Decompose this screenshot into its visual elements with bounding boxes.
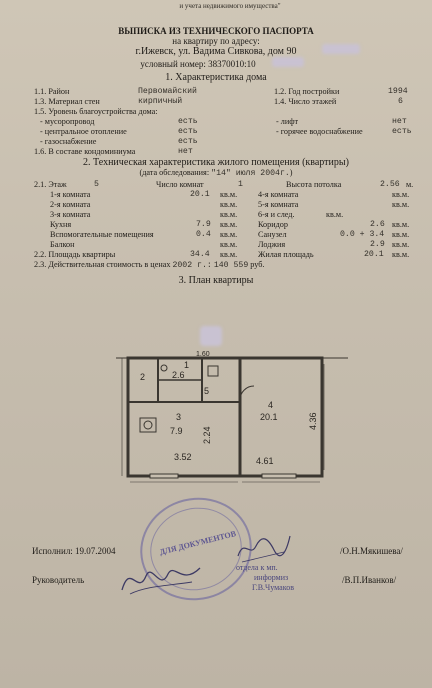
- year-value: 1994: [388, 87, 408, 96]
- hotwater-label: - горячее водоснабжение: [276, 127, 363, 136]
- gas-value: есть: [178, 137, 198, 146]
- area-label: 2.2. Площадь квартиры: [34, 250, 116, 259]
- redacted-address-mark: [322, 44, 360, 54]
- cost-unit: руб.: [250, 260, 265, 269]
- rooms-label: Число комнат: [156, 180, 204, 189]
- living-value: 20.1: [364, 250, 384, 259]
- survey-date: "14" июля 2004г.: [211, 169, 290, 178]
- plan-kitchen-height: 2.24: [202, 426, 212, 444]
- room5-label: 5-я комната: [258, 200, 299, 209]
- plan-corr-area: 2.6: [172, 370, 185, 380]
- plan-door-arc: [240, 386, 254, 400]
- aux-label: Вспомогательные помещения: [50, 230, 154, 239]
- document-subtitle: на квартиру по адресу:: [172, 36, 260, 46]
- header-top-line: и учета недвижимого имущества": [179, 2, 281, 10]
- survey-suffix: ): [289, 168, 293, 177]
- area-unit: кв.м.: [220, 250, 238, 259]
- plan-window-kitchen: [150, 474, 178, 478]
- head-name: /В.П.Иванков/: [342, 575, 397, 585]
- aux-unit: кв.м.: [220, 230, 238, 239]
- loggia-value: 2.9: [370, 240, 385, 249]
- kitchen-unit: кв.м.: [220, 220, 238, 229]
- plan-main-area: 20.1: [260, 412, 278, 422]
- plan-kitchen-width: 3.52: [174, 452, 192, 462]
- executed-label: Исполнил: 19.07.2004: [32, 546, 116, 556]
- room6-label: 6-я и след.: [258, 210, 295, 219]
- corridor-unit: кв.м.: [392, 220, 410, 229]
- room6-unit: кв.м.: [326, 210, 344, 219]
- room1-unit: кв.м.: [220, 190, 238, 199]
- room4-label: 4-я комната: [258, 190, 299, 199]
- lift-label: - лифт: [276, 117, 299, 126]
- floor-value: 5: [94, 180, 99, 189]
- stamp-label: ДЛЯ ДОКУМЕНТОВ: [158, 529, 237, 557]
- room2-label: 2-я комната: [50, 200, 91, 209]
- district-label: 1.1. Район: [34, 87, 70, 96]
- section2-title: 2. Техническая характеристика жилого помещения (квартиры): [83, 157, 349, 168]
- survey-date-line: [0, 169, 432, 178]
- plan-main-height: 4.36: [308, 412, 318, 430]
- amenities-label: 1.5. Уровень благоустройства дома:: [34, 107, 158, 116]
- bath-unit: кв.м.: [392, 230, 410, 239]
- redacted-number-mark: [272, 57, 304, 67]
- plan-sink-bowl: [144, 421, 152, 429]
- plan-window-main: [262, 474, 296, 478]
- cost-label: 2.3. Действительная стоимость в ценах: [34, 260, 171, 269]
- kitchen-value: 7.9: [196, 220, 211, 229]
- lift-value: нет: [392, 117, 407, 126]
- bath-label: Санузел: [258, 230, 287, 239]
- plan-kitchen-num: 3: [176, 412, 182, 422]
- plan-toilet-fixture: [161, 365, 167, 371]
- cost-line: [34, 261, 264, 270]
- area-value: 34.4: [190, 250, 210, 259]
- room5-unit: кв.м.: [392, 200, 410, 209]
- plan-corr-num: 1: [184, 360, 190, 370]
- ceiling-value: 2.56: [380, 180, 400, 189]
- cost-year: 2002 г.:: [172, 261, 212, 270]
- room1-label: 1-я комната: [50, 190, 91, 199]
- head-label: Руководитель: [32, 575, 85, 585]
- wall-label: 1.3. Материал стен: [34, 97, 100, 106]
- plan-stove-fixture: [208, 366, 218, 376]
- bath-value: 0.0 + 3.4: [340, 230, 385, 239]
- plan-wc-num: 5: [204, 386, 210, 396]
- plan-room-bath-num: 2: [140, 372, 146, 382]
- loggia-unit: кв.м.: [392, 240, 410, 249]
- executor-signature: [234, 528, 294, 568]
- floor-label: 2.1. Этаж: [34, 180, 67, 189]
- rooms-value: 1: [238, 180, 243, 189]
- loggia-label: Лоджия: [258, 240, 286, 249]
- stamp-line3: Г.В.Чумаков: [252, 583, 294, 592]
- cost-value: 140 559: [213, 261, 249, 270]
- ceiling-label: Высота потолка: [286, 180, 342, 189]
- stamp-line1: отдела к мп.: [236, 563, 278, 572]
- floors-value: 6: [398, 97, 403, 106]
- plan-top-dim: 1.60: [196, 351, 210, 358]
- aux-value: 0.4: [196, 230, 211, 239]
- condo-label: 1.6. В составе кондоминиума: [34, 147, 136, 156]
- heating-value: есть: [178, 127, 198, 136]
- gas-label: - газоснабжение: [40, 137, 97, 146]
- chute-label: - мусоропровод: [40, 117, 95, 126]
- living-label: Жилая площадь: [258, 250, 314, 259]
- section1-title: 1. Характеристика дома: [165, 72, 267, 83]
- plan-kitchen-area: 7.9: [170, 426, 183, 436]
- heating-label: - центральное отопление: [40, 127, 127, 136]
- wall-value: кирпичный: [138, 97, 183, 106]
- balcony-unit: кв.м.: [220, 240, 238, 249]
- room2-unit: кв.м.: [220, 200, 238, 209]
- kitchen-label: Кухня: [50, 220, 72, 229]
- conditional-number: условный номер: 38370010:10: [140, 59, 256, 69]
- district-value: Первомайский: [138, 87, 197, 96]
- floors-label: 1.4. Число этажей: [274, 97, 337, 106]
- room1-value: 20.1: [190, 190, 210, 199]
- document-title: ВЫПИСКА ИЗ ТЕХНИЧЕСКОГО ПАСПОРТА: [118, 26, 314, 36]
- balcony-label: Балкон: [50, 240, 75, 249]
- hotwater-value: есть: [392, 127, 412, 136]
- plan-main-num: 4: [268, 400, 274, 410]
- year-label: 1.2. Год постройки: [274, 87, 340, 96]
- corridor-value: 2.6: [370, 220, 385, 229]
- condo-value: нет: [178, 147, 193, 156]
- plan-sink-fixture: [140, 418, 156, 432]
- plan-main-width: 4.61: [256, 456, 274, 466]
- room4-unit: кв.м.: [392, 190, 410, 199]
- living-unit: кв.м.: [392, 250, 410, 259]
- room3-unit: кв.м.: [220, 210, 238, 219]
- stamp-line2: информиз: [254, 573, 289, 582]
- section3-title: 3. План квартиры: [178, 275, 254, 286]
- survey-prefix: (дата обследования:: [139, 168, 210, 177]
- corridor-label: Коридор: [258, 220, 288, 229]
- ceiling-unit: м.: [406, 180, 414, 189]
- room3-label: 3-я комната: [50, 210, 91, 219]
- head-signature: [116, 556, 206, 600]
- executor-name: /О.Н.Мякишева/: [340, 546, 403, 556]
- floor-plan: [0, 340, 432, 500]
- address: г.Ижевск, ул. Вадима Сивкова, дом 90: [135, 46, 297, 57]
- chute-value: есть: [178, 117, 198, 126]
